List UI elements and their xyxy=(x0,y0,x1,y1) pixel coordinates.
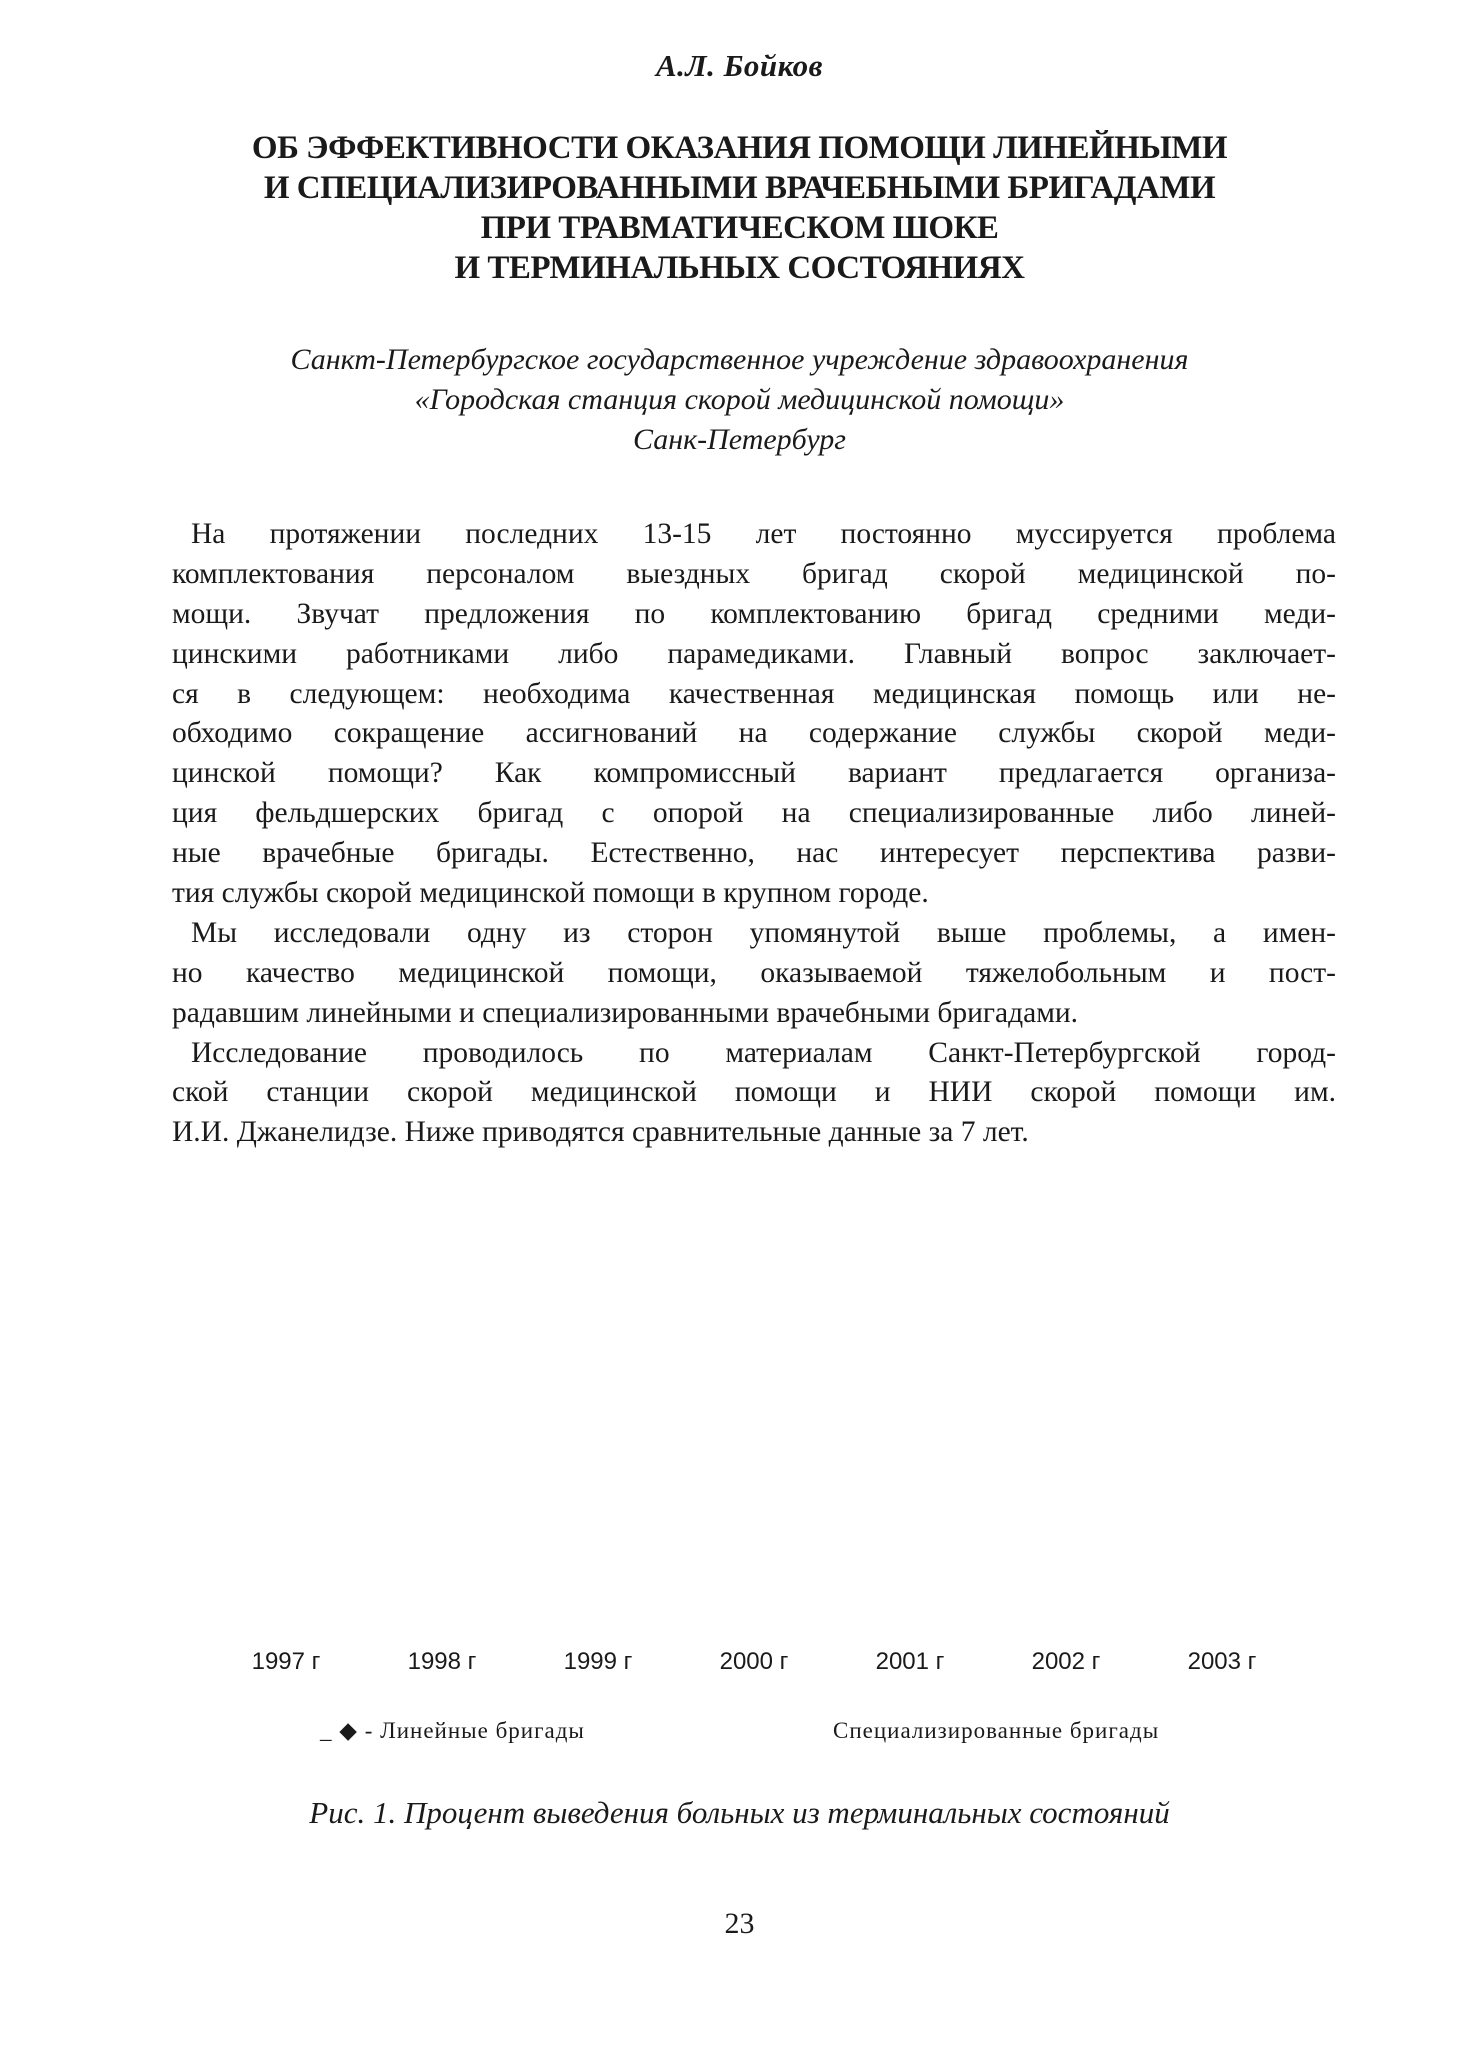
legend-label-specialized: Специализированные бригады xyxy=(833,1718,1160,1743)
affiliation-line: Санк-Петербург xyxy=(632,423,846,456)
x-tick-label: 1997 г xyxy=(251,1648,321,1675)
figure-chart xyxy=(172,1210,1336,1675)
body-line: Мы исследовали одну из сторон упомянутой выше проблемы, а имен- xyxy=(191,916,1336,949)
title-line: ПРИ ТРАВМАТИЧЕСКОМ ШОКЕ xyxy=(480,210,999,246)
body-line: цинской помощи? Как компромиссный вариант предлагается организа- xyxy=(172,757,1336,790)
body-line: ция фельдшерских бригад с опорой на специализированные либо линей- xyxy=(172,797,1336,830)
affiliation xyxy=(100,340,1379,460)
legend-item-linear xyxy=(320,1718,585,1744)
chart-plot-area xyxy=(172,1210,1336,1650)
title-line: И СПЕЦИАЛИЗИРОВАННЫМИ ВРАЧЕБНЫМИ БРИГАДАМИ xyxy=(263,170,1216,206)
chart-legend xyxy=(0,1718,1479,1752)
affiliation-line: «Городская станция скорой медицинской помощи» xyxy=(414,383,1065,416)
author-name: А.Л. Бойков xyxy=(655,48,823,83)
figure-caption: Рис. 1. Процент выведения больных из терминальных состояний xyxy=(309,1795,1170,1830)
x-tick-label: 2001 г xyxy=(875,1648,945,1675)
x-tick-label: 2000 г xyxy=(719,1648,789,1675)
legend-item-specialized xyxy=(833,1718,1159,1744)
title-line: ОБ ЭФФЕКТИВНОСТИ ОКАЗАНИЯ ПОМОЩИ ЛИНЕЙНЫМИ xyxy=(251,130,1228,166)
body-line: ся в следующем: необходима качественная медицинская помощь или не- xyxy=(172,677,1336,710)
x-tick-label: 1998 г xyxy=(407,1648,477,1675)
body-line: комплектования персоналом выездных бригад скорой медицинской по- xyxy=(172,557,1336,590)
legend-label-linear: Линейные бригады xyxy=(380,1718,585,1743)
body-line: но качество медицинской помощи, оказываемой тяжелобольным и пост- xyxy=(172,956,1336,989)
page-number: 23 xyxy=(724,1907,755,1940)
body-line: ные врачебные бригады. Естественно, нас интересует перспектива разви- xyxy=(172,837,1336,870)
body-text xyxy=(172,515,1336,1153)
x-tick-label: 2003 г xyxy=(1187,1648,1257,1675)
article-title xyxy=(120,128,1359,288)
affiliation-line: Санкт-Петербургское государственное учреждение здравоохранения xyxy=(290,343,1189,376)
legend-marker-linear: _ ◆ - xyxy=(320,1718,374,1743)
title-line: И ТЕРМИНАЛЬНЫХ СОСТОЯНИЯХ xyxy=(454,250,1025,286)
body-line: мощи. Звучат предложения по комплектованию бригад средними меди- xyxy=(172,597,1336,630)
x-tick-label: 2002 г xyxy=(1031,1648,1101,1675)
body-line: ской станции скорой медицинской помощи и НИИ скорой помощи им. xyxy=(172,1076,1336,1109)
body-line: обходимо сокращение ассигнований на содержание службы скорой меди- xyxy=(172,717,1336,750)
x-axis-labels xyxy=(172,1648,1336,1688)
x-tick-label: 1999 г xyxy=(563,1648,633,1675)
body-line: цинскими работниками либо парамедиками. Главный вопрос заключает- xyxy=(172,637,1336,670)
body-line: Исследование проводилось по материалам Санкт-Петербургской город- xyxy=(191,1036,1336,1069)
body-line: радавшим линейными и специализированными врачебными бригадами. xyxy=(172,996,1079,1029)
body-line: На протяжении последних 13-15 лет постоянно муссируется проблема xyxy=(191,518,1336,550)
body-line: И.И. Джанелидзе. Ниже приводятся сравнительные данные за 7 лет. xyxy=(172,1116,1029,1149)
body-line: тия службы скорой медицинской помощи в крупном городе. xyxy=(172,877,929,910)
